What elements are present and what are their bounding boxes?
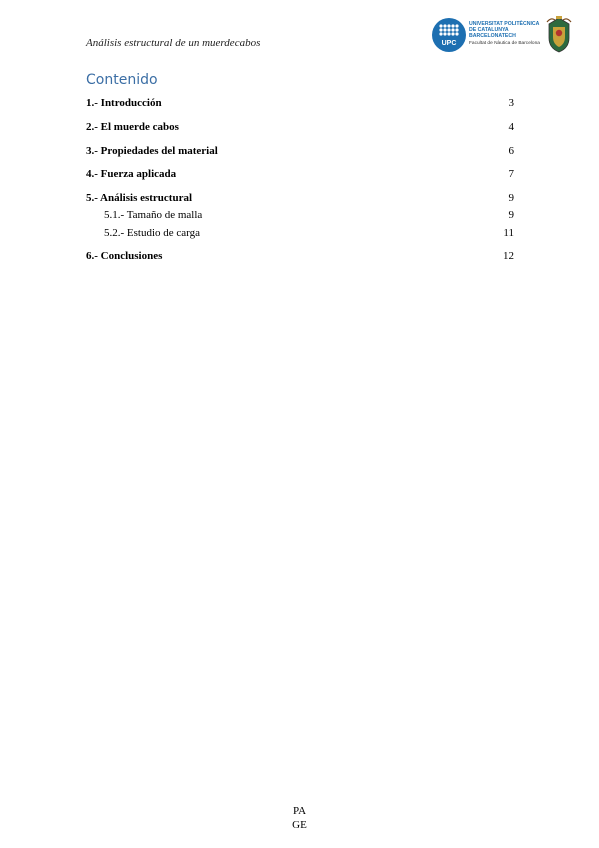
logo-line-1: UNIVERSITAT POLITÈCNICA (469, 21, 540, 27)
faculty-crest-icon (545, 16, 573, 54)
toc-entry-page: 4 (508, 121, 514, 133)
toc-entry-label: 5.2.- Estudio de carga (104, 227, 201, 239)
toc-entry-page: 12 (503, 250, 514, 262)
toc-entry-label: 1.- Introducción (86, 97, 162, 109)
toc-entry-page: 7 (508, 168, 514, 180)
toc-heading: Contenido (86, 72, 158, 88)
upc-logo (432, 18, 542, 52)
logo-line-2: DE CATALUNYA (469, 27, 509, 33)
toc-entry-label: 2.- El muerde cabos (86, 121, 179, 133)
logo-line-3: BARCELONATECH (469, 33, 516, 39)
footer-line-2: GE (292, 819, 307, 831)
toc-entry-page: 11 (503, 227, 514, 239)
toc-entry-label: 6.- Conclusiones (86, 250, 163, 262)
toc-entry-label: 4.- Fuerza aplicada (86, 168, 177, 180)
logo-line-4: Facultat de Nàutica de Barcelona (469, 41, 540, 46)
header-title: Análisis estructural de un muerdecabos (86, 37, 261, 49)
toc-entry-page: 6 (508, 145, 514, 157)
upc-logo-dots-icon (432, 18, 466, 52)
upc-logo-badge: UPC (441, 40, 457, 47)
toc-entry-label: 5.1.- Tamaño de malla (104, 209, 203, 221)
toc-entry-label: 5.- Análisis estructural (86, 192, 193, 204)
toc-entry-page: 3 (508, 97, 514, 109)
toc-entry-page: 9 (508, 209, 514, 221)
toc-entry-page: 9 (508, 192, 514, 204)
toc-entry-label: 3.- Propiedades del material (86, 145, 218, 157)
footer-line-1: PA (292, 805, 307, 817)
page-footer (0, 804, 599, 832)
